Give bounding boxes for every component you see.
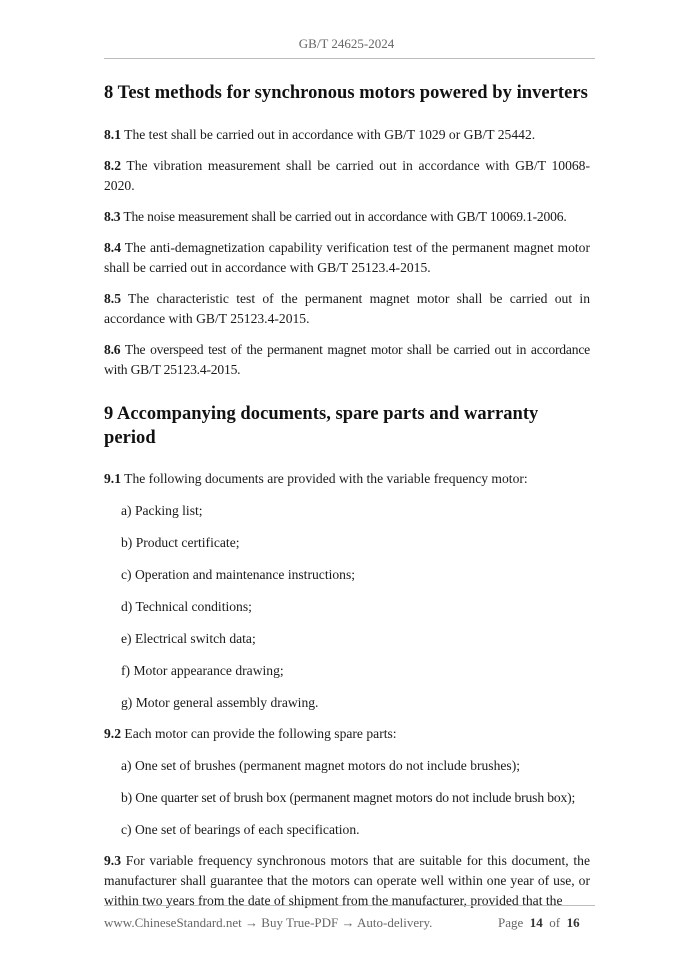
clause-text: The overspeed test of the permanent magnet motor shall be carried out in accordance with GB/T 25123.4-2015. [104,342,590,377]
clause-text: The noise measurement shall be carried out in accordance with GB/T 10069.1-2006. [120,209,567,224]
list-item: b) Product certificate; [121,535,240,550]
list-item: b) One quarter set of brush box (permanent magnet motors do not include brush box); [121,790,576,805]
clause-number: 9.2 [104,726,121,741]
clause-8-3 [104,207,590,227]
clause-text: The anti-demagnetization capability verification test of the permanent magnet motor shall be carried out in accordance with GB/T 25123.4-2015. [104,240,590,275]
clause-9-2 [104,724,590,744]
page-of: of [549,915,561,930]
clause-text: For variable frequency synchronous motors that are suitable for this document, the manufacturer shall guarantee that the motors can operate well within one year of use, or within two years from the date of shipment from the manufacturer, provided that the [104,853,590,908]
clause-number: 8.2 [104,158,121,173]
page-header: GB/T 24625-2024 [298,36,395,51]
clause-8-5 [104,289,590,329]
clause-8-1 [104,125,590,145]
list-item: g) Motor general assembly drawing. [121,695,319,710]
list-item: c) One set of bearings of each specification. [121,822,360,837]
page-label: Page [498,915,524,930]
page-number [498,915,580,931]
clause-8-2 [104,156,590,196]
clause-text: The characteristic test of the permanent magnet motor shall be carried out in accordance with GB/T 25123.4-2015. [104,291,590,326]
clause-number: 9.3 [104,853,121,868]
page-content [104,81,590,911]
list-item: e) Electrical switch data; [121,631,256,646]
clause-number: 8.3 [104,209,121,224]
clause-number: 8.4 [104,240,121,255]
clause-9-1 [104,469,590,489]
list-item: d) Technical conditions; [121,599,252,614]
clause-8-6 [104,340,590,380]
list-item: a) One set of brushes (permanent magnet motors do not include brushes); [121,758,521,773]
header-divider [104,58,595,59]
clause-number: 8.1 [104,127,121,142]
clause-number: 9.1 [104,471,121,486]
section-9-heading: 9 Accompanying documents, spare parts and warranty period [104,404,539,448]
clause-text: The following documents are provided with the variable frequency motor: [121,471,528,486]
clause-8-4 [104,238,590,278]
clause-9-3 [104,851,590,911]
footer-divider [104,905,595,906]
clause-number: 8.6 [104,342,121,357]
list-item: a) Packing list; [121,503,203,518]
footer-website-link[interactable]: www.ChineseStandard.net → Buy True-PDF → Auto-delivery. [104,915,433,930]
list-item: c) Operation and maintenance instructions; [121,567,356,582]
clause-text: The test shall be carried out in accordance with GB/T 1029 or GB/T 25442. [121,127,536,142]
page-total: 16 [566,915,580,930]
clause-text: Each motor can provide the following spare parts: [121,726,397,741]
list-item: f) Motor appearance drawing; [121,663,284,678]
clause-text: The vibration measurement shall be carried out in accordance with GB/T 10068-2020. [104,158,590,193]
section-8-heading: 8 Test methods for synchronous motors powered by inverters [104,83,588,103]
page-current: 14 [529,915,543,930]
clause-number: 8.5 [104,291,121,306]
